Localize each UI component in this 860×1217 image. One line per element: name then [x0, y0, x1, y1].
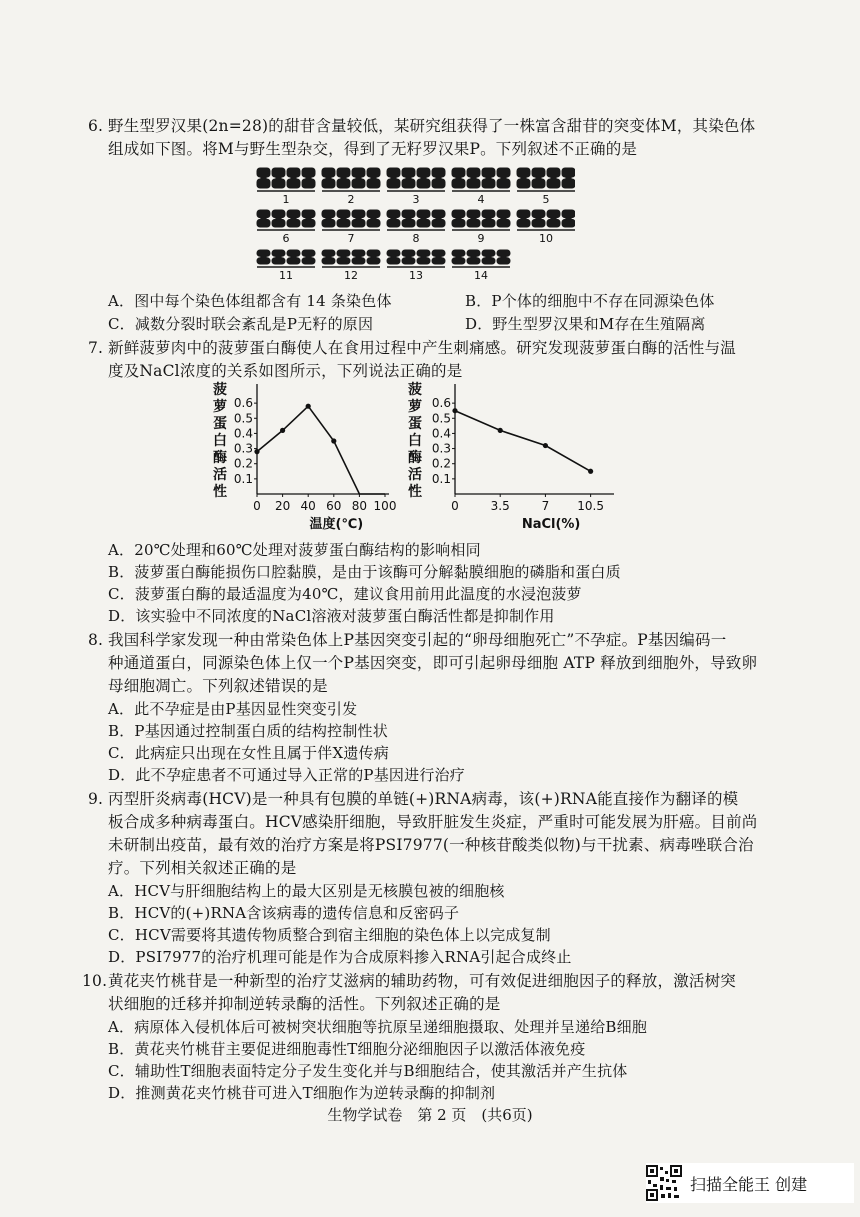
chromosome: [352, 250, 365, 264]
q9-option-c: C．HCV需要将其遗传物质整合到宿主细胞的染色体上以完成复制: [108, 926, 551, 944]
q7-stem-line-2: 度及NaCl浓度的关系如图所示，下列说法正确的是: [108, 362, 463, 380]
y-axis-label: 菠萝蛋白酶活性: [213, 382, 227, 500]
chromosome: [562, 168, 575, 188]
chromosome: [452, 250, 465, 264]
y-tick-label: 0.6: [233, 396, 253, 411]
q6-stem-line-2: 组成如下图。将M与野生型杂交，得到了无籽罗汉果P。下列叙述不正确的是: [108, 140, 638, 158]
x-axis-label: 温度(℃): [309, 517, 364, 532]
chromosome: [387, 250, 400, 264]
qr-code-icon: [646, 1165, 682, 1201]
q10-stem-line-1: 黄花夹竹桃苷是一种新型的治疗艾滋病的辅助药物，可有效促进细胞因子的释放，激活树突: [108, 972, 737, 990]
q8-stem-line-1: 我国科学家发现一种由常染色体上P基因突变引起的“卵母细胞死亡”不孕症。P基因编码一: [108, 631, 727, 649]
chromosome-number-label: 5: [542, 193, 550, 206]
y-tick-label: 0.3: [233, 441, 253, 456]
data-point: [498, 428, 503, 433]
q7-option-a: A．20℃处理和60℃处理对菠萝蛋白酶结构的影响相同: [108, 541, 481, 559]
y-tick-label: 0.2: [431, 456, 451, 471]
chromosome: [532, 168, 545, 188]
chromosome: [452, 210, 465, 227]
y-tick-label: 0.3: [431, 441, 451, 456]
chromosome: [432, 168, 445, 188]
chromosome: [352, 168, 365, 188]
chromosome-number-label: 2: [347, 193, 355, 206]
q7-stem-line-1: 新鲜菠萝肉中的菠萝蛋白酶使人在食用过程中产生刺痛感。研究发现菠萝蛋白酶的活性与温: [108, 339, 737, 357]
y-tick-label: 0.4: [431, 426, 451, 441]
chromosome: [257, 210, 270, 227]
q6-option-b: B．P个体的细胞中不存在同源染色体: [465, 292, 715, 310]
chromosome-number-label: 7: [347, 232, 355, 245]
chromosome: [302, 250, 315, 264]
q8-option-c: C．此病症只出现在女性且属于伴X遗传病: [108, 744, 389, 762]
x-tick-label: 80: [351, 499, 368, 513]
q9-option-d: D．PSI7977的治疗机理可能是作为合成原料掺入RNA引起合成终止: [108, 948, 572, 966]
q8-option-a: A．此不孕症是由P基因显性突变引发: [108, 700, 358, 718]
y-tick-label: 0.4: [233, 426, 253, 441]
data-point: [254, 449, 259, 454]
chromosome-number-label: 6: [282, 232, 290, 245]
chromosome: [367, 168, 380, 188]
chart-temperature: [213, 381, 396, 532]
chromosome: [337, 210, 350, 227]
chromosome: [417, 168, 430, 188]
q8-option-d: D．此不孕症患者不可通过导入正常的P基因进行治疗: [108, 766, 465, 784]
series-line: [455, 411, 591, 472]
chromosome-number-label: 1: [282, 193, 290, 206]
chromosome: [482, 210, 495, 227]
chromosome-number-label: 3: [412, 193, 420, 206]
chromosome-number-label: 4: [477, 193, 485, 206]
chromosome: [547, 168, 560, 188]
q6-number: 6.: [88, 117, 104, 135]
x-tick-label: 20: [274, 499, 291, 513]
q10-stem-line-2: 状细胞的迁移并抑制逆转录酶的活性。下列叙述正确的是: [108, 995, 501, 1013]
x-tick-label: 60: [326, 499, 342, 513]
chromosome: [322, 210, 335, 227]
chromosome: [452, 168, 465, 188]
data-point: [588, 469, 593, 474]
chromosome: [562, 210, 575, 227]
q8-option-b: B．P基因通过控制蛋白质的结构控制性状: [108, 722, 388, 740]
q9-option-b: B．HCV的(+)RNA含该病毒的遗传信息和反密码子: [108, 904, 460, 922]
q10-option-c: C．辅助性T细胞表面特定分子发生变化并与B细胞结合，使其激活并产生抗体: [108, 1062, 628, 1080]
data-point: [306, 404, 311, 409]
scanner-watermark: [646, 1163, 854, 1203]
chromosome: [467, 168, 480, 188]
y-tick-label: 0.5: [233, 411, 253, 426]
chromosome: [302, 210, 315, 227]
chromosome: [257, 250, 270, 264]
chromosome: [287, 168, 300, 188]
q7-option-d: D．该实验中不同浓度的NaCl溶液对菠萝蛋白酶活性都是抑制作用: [108, 607, 555, 625]
q10-option-a: A．病原体入侵机体后可被树突状细胞等抗原呈递细胞摄取、处理并呈递给B细胞: [108, 1018, 648, 1036]
q8-stem-line-2: 种通道蛋白，同源染色体上仅一个P基因突变，即可引起卵母细胞 ATP 释放到细胞外，导致卵: [108, 654, 758, 672]
watermark-text: 扫描全能王 创建: [690, 1174, 808, 1194]
data-point: [452, 408, 457, 413]
chromosome: [337, 250, 350, 264]
chromosome-number-label: 8: [412, 232, 420, 245]
x-tick-label: 100: [373, 499, 397, 513]
q8-number: 8.: [88, 631, 104, 649]
q7-number: 7.: [88, 339, 104, 357]
q6-stem-line-1: 野生型罗汉果(2n=28)的甜苷含量较低，某研究组获得了一株富含甜苷的突变体M，其染色体: [108, 117, 756, 135]
chromosome: [367, 250, 380, 264]
chromosome: [272, 210, 285, 227]
enzyme-activity-charts: [205, 380, 625, 535]
chromosome: [272, 250, 285, 264]
q10-number: 10.: [82, 972, 108, 990]
chromosome: [432, 250, 445, 264]
chromosome: [482, 168, 495, 188]
chromosome: [467, 210, 480, 227]
chromosome: [497, 250, 510, 264]
q9-stem-line-3: 未研制出疫苗，最有效的治疗方案是将PSI7977(一种核苷酸类似物)与干扰素、病毒唑联合治: [108, 836, 754, 854]
chromosome: [417, 210, 430, 227]
chromosome: [272, 168, 285, 188]
q10-option-d: D．推测黄花夹竹桃苷可进入T细胞作为逆转录酶的抑制剂: [108, 1084, 496, 1102]
q9-stem-line-2: 板合成多种病毒蛋白。HCV感染肝细胞，导致肝脏发生炎症，严重时可能发展为肝癌。目前尚: [108, 813, 758, 831]
x-tick-label: 0: [451, 499, 459, 513]
y-tick-label: 0.2: [233, 456, 253, 471]
chromosome: [547, 210, 560, 227]
chromosome: [482, 250, 495, 264]
data-point: [280, 428, 285, 433]
chromosome: [532, 210, 545, 227]
chromosome: [352, 210, 365, 227]
x-tick-label: 0: [253, 499, 261, 513]
chromosome: [257, 168, 270, 188]
karyotype-figure: [245, 160, 575, 280]
q9-number: 9.: [88, 790, 104, 808]
q8-stem-line-3: 母细胞凋亡。下列叙述错误的是: [108, 677, 328, 695]
x-tick-label: 3.5: [490, 499, 510, 513]
y-tick-label: 0.6: [431, 396, 451, 411]
x-tick-label: 7: [541, 499, 550, 513]
chromosome-number-label: 9: [477, 232, 485, 245]
q6-option-c: C．减数分裂时联会紊乱是P无籽的原因: [108, 315, 374, 333]
chromosome: [497, 210, 510, 227]
chromosome-number-label: 14: [474, 269, 488, 280]
chromosome: [322, 168, 335, 188]
chromosome: [402, 250, 415, 264]
chromosome: [517, 210, 530, 227]
chromosome: [402, 168, 415, 188]
chromosome-number-label: 10: [539, 232, 553, 245]
q7-option-c: C．菠萝蛋白酶的最适温度为40℃，建议食用前用此温度的水浸泡菠萝: [108, 585, 582, 603]
chromosome-number-label: 12: [344, 269, 358, 280]
chromosome: [322, 250, 335, 264]
chromosome: [367, 210, 380, 227]
chart-nacl: [408, 381, 614, 532]
q9-stem-line-4: 疗。下列相关叙述正确的是: [108, 859, 297, 877]
x-axis-label: NaCl(%): [521, 517, 581, 532]
y-tick-label: 0.1: [233, 471, 253, 486]
y-tick-label: 0.1: [431, 471, 451, 486]
q10-option-b: B．黄花夹竹桃苷主要促进细胞毒性T细胞分泌细胞因子以激活体液免疫: [108, 1040, 586, 1058]
chromosome: [287, 250, 300, 264]
chromosome-number-label: 11: [279, 269, 293, 280]
data-point: [543, 443, 548, 448]
q6-option-a: A．图中每个染色体组都含有 14 条染色体: [108, 292, 392, 310]
chromosome: [337, 168, 350, 188]
chromosome: [387, 168, 400, 188]
q9-option-a: A．HCV与肝细胞结构上的最大区别是无核膜包被的细胞核: [108, 882, 505, 900]
y-axis-label: 菠萝蛋白酶活性: [408, 382, 422, 500]
chromosome: [497, 168, 510, 188]
chromosome: [467, 250, 480, 264]
data-point: [331, 438, 336, 443]
x-tick-label: 10.5: [577, 499, 604, 513]
x-tick-label: 40: [300, 499, 316, 513]
chromosome: [402, 210, 415, 227]
chromosome: [287, 210, 300, 227]
q6-option-d: D．野生型罗汉果和M存在生殖隔离: [465, 315, 706, 333]
q9-stem-line-1: 丙型肝炎病毒(HCV)是一种具有包膜的单链(+)RNA病毒，该(+)RNA能直接作为翻译的模: [108, 790, 739, 808]
chromosome-number-label: 13: [409, 269, 423, 280]
page-footer: 生物学试卷 第 2 页 (共6页): [327, 1106, 533, 1124]
q7-option-b: B．菠萝蛋白酶能损伤口腔黏膜，是由于该酶可分解黏膜细胞的磷脂和蛋白质: [108, 563, 621, 581]
chromosome: [302, 168, 315, 188]
chromosome: [432, 210, 445, 227]
chromosome: [417, 250, 430, 264]
chromosome: [387, 210, 400, 227]
chromosome: [517, 168, 530, 188]
y-tick-label: 0.5: [431, 411, 451, 426]
series-line: [257, 406, 385, 494]
